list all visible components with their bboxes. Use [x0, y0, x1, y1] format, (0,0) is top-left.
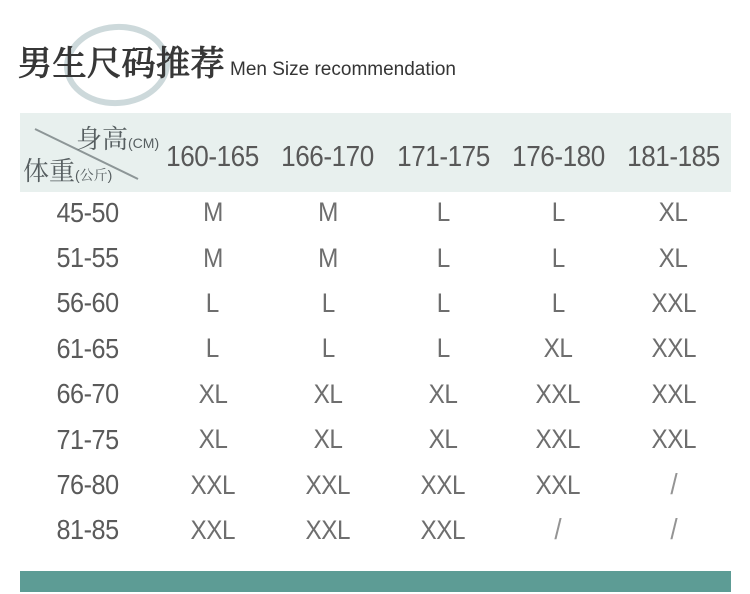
size-value-cell: XL: [658, 242, 688, 273]
size-value-cell: /: [669, 513, 677, 546]
size-value-cell: L: [321, 287, 335, 318]
size-value-cell: L: [206, 287, 220, 318]
table-row: [20, 372, 731, 417]
table-corner-cell: [20, 113, 160, 192]
column-header: 181-185: [627, 140, 720, 173]
size-value-cell: XL: [198, 378, 228, 409]
size-value-cell: L: [551, 287, 565, 318]
table-row: [20, 326, 731, 371]
weight-range-cell: 76-80: [56, 469, 119, 501]
weight-range-cell: 81-85: [56, 514, 119, 546]
size-value-cell: L: [321, 333, 335, 364]
size-value-cell: XL: [313, 424, 343, 455]
size-value-cell: XXL: [651, 287, 696, 318]
title-english: Men Size recommendation: [230, 59, 456, 80]
table-row: [20, 508, 731, 553]
size-value-cell: XXL: [535, 469, 581, 500]
size-value-cell: XXL: [190, 469, 235, 500]
table-row: [20, 462, 731, 507]
column-header: 160-165: [166, 140, 259, 173]
size-value-cell: XXL: [420, 514, 466, 545]
page-title: [18, 36, 456, 85]
weight-range-cell: 51-55: [56, 242, 119, 274]
bottom-accent-bar: [20, 571, 731, 592]
weight-axis-label: 体重(公斤): [23, 156, 113, 186]
size-value-cell: XXL: [651, 424, 696, 455]
size-value-cell: XXL: [651, 378, 696, 409]
size-value-cell: L: [551, 242, 565, 273]
size-value-cell: L: [436, 242, 450, 273]
size-value-cell: M: [202, 242, 223, 273]
size-value-cell: /: [669, 468, 677, 501]
size-value-cell: XXL: [651, 333, 696, 364]
size-value-cell: /: [554, 513, 562, 546]
weight-range-cell: 66-70: [56, 378, 119, 410]
size-value-cell: L: [436, 287, 450, 318]
size-value-cell: L: [436, 197, 450, 228]
weight-range-cell: 45-50: [56, 196, 119, 228]
column-header: 176-180: [511, 140, 605, 173]
size-value-cell: L: [206, 333, 220, 364]
height-axis-label: 身高(CM): [76, 124, 160, 154]
size-value-cell: XXL: [535, 424, 581, 455]
size-value-cell: M: [317, 242, 338, 273]
size-value-cell: XL: [198, 424, 228, 455]
table-row: [20, 235, 731, 280]
size-table-body: [20, 190, 731, 553]
size-value-cell: XXL: [535, 378, 581, 409]
title-chinese: 男生尺码推荐: [18, 45, 225, 83]
size-value-cell: XXL: [420, 469, 466, 500]
table-row: [20, 417, 731, 462]
table-row: [20, 190, 731, 235]
weight-range-cell: 61-65: [56, 332, 119, 364]
size-value-cell: M: [317, 197, 338, 228]
size-value-cell: XL: [543, 333, 573, 364]
size-value-cell: XL: [658, 197, 688, 228]
size-value-cell: XXL: [305, 469, 351, 500]
size-value-cell: M: [202, 197, 223, 228]
size-table-header: [20, 113, 731, 192]
weight-range-cell: 71-75: [56, 423, 119, 455]
size-value-cell: XXL: [305, 514, 351, 545]
column-header: 166-170: [281, 140, 375, 173]
size-value-cell: XXL: [190, 514, 235, 545]
weight-range-cell: 56-60: [56, 287, 119, 319]
size-value-cell: XL: [428, 378, 458, 409]
size-value-cell: XL: [313, 378, 343, 409]
size-value-cell: L: [551, 197, 565, 228]
size-value-cell: XL: [428, 424, 458, 455]
table-row: [20, 281, 731, 326]
size-value-cell: L: [436, 333, 450, 364]
column-header: 171-175: [396, 140, 490, 173]
